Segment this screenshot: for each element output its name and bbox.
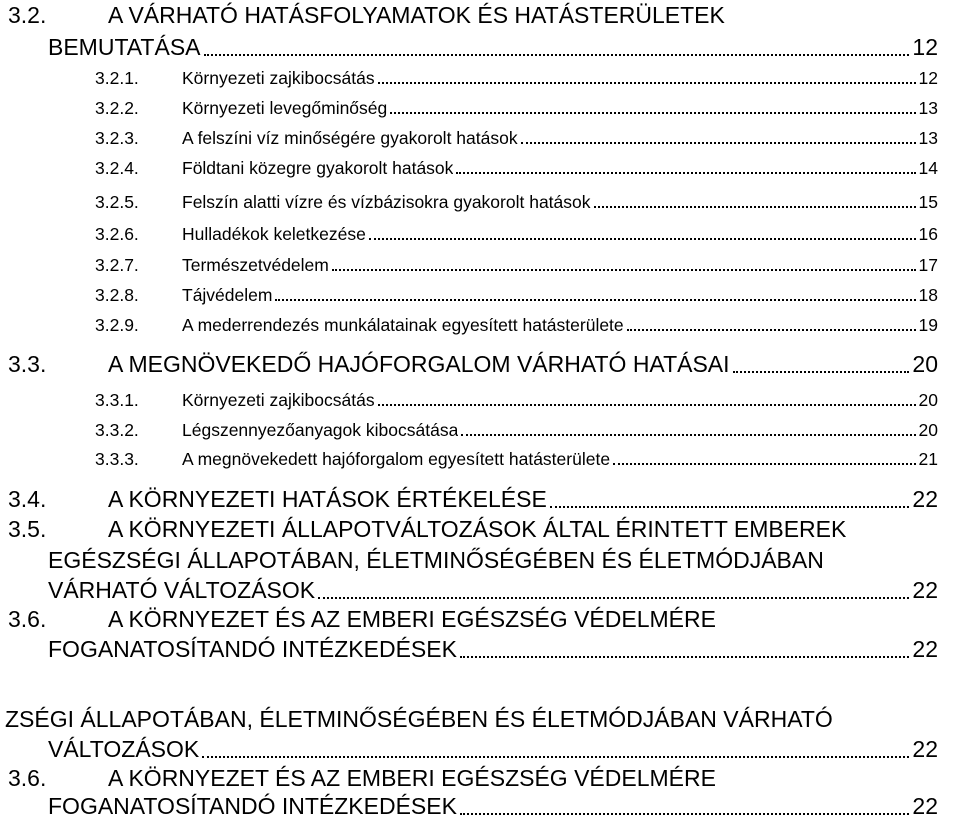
page-number: 21 <box>918 449 938 469</box>
section-title-cont: VÁLTOZÁSOK <box>48 736 200 762</box>
leader-dots <box>390 112 915 114</box>
section-title: Természetvédelem <box>182 255 329 275</box>
leader-dots <box>733 371 910 373</box>
section-number: 3.2.5. <box>95 192 139 212</box>
section-number: 3.2.1. <box>95 68 139 88</box>
leader-dots <box>627 329 916 331</box>
section-title: Környezeti zajkibocsátás <box>182 390 375 410</box>
repeat-entry-3-6-line2[interactable] <box>48 793 938 820</box>
page-number: 22 <box>912 577 938 603</box>
page-number: 12 <box>912 34 938 60</box>
page-number: 22 <box>912 486 938 512</box>
section-number: 3.6. <box>8 765 47 791</box>
page-number: 12 <box>918 68 938 88</box>
leader-dots <box>332 269 916 271</box>
section-number: 3.2.2. <box>95 98 139 118</box>
page-number: 20 <box>918 420 938 440</box>
leader-dots <box>456 172 915 174</box>
section-number: 3.2.9. <box>95 315 139 335</box>
page-number: 20 <box>912 351 938 377</box>
toc-entry-3-6-line1 <box>8 606 716 633</box>
toc-entry-3-2-3[interactable] <box>95 128 938 149</box>
section-number: 3.5. <box>8 516 47 542</box>
leader-dots <box>204 54 910 56</box>
toc-entry-3-2-8[interactable] <box>95 285 938 306</box>
page-number: 14 <box>918 158 938 178</box>
toc-entry-3-5-line1 <box>8 516 846 543</box>
page-number: 22 <box>912 793 938 819</box>
leader-dots <box>378 404 916 406</box>
section-title: Felszín alatti vízre és vízbázisokra gyakorolt hatások <box>182 192 591 212</box>
leader-dots <box>202 756 909 758</box>
section-title: A megnövekedett hajóforgalom egyesített hatásterülete <box>182 449 611 469</box>
toc-entry-3-6-line2[interactable] <box>48 636 938 663</box>
toc-entry-3-3[interactable] <box>8 351 938 378</box>
leader-dots <box>275 299 915 301</box>
section-number: 3.2.4. <box>95 158 139 178</box>
section-title: Légszennyezőanyagok kibocsátása <box>182 420 459 440</box>
section-number: 3.2.3. <box>95 128 139 148</box>
page-number: 20 <box>918 390 938 410</box>
toc-entry-3-5-line2 <box>48 547 824 574</box>
section-number: 3.3.3. <box>95 449 139 469</box>
section-title: Tájvédelem <box>182 285 273 305</box>
leader-dots <box>594 206 916 208</box>
page-number: 22 <box>912 636 938 662</box>
toc-entry-3-2-line1 <box>8 2 725 29</box>
section-number: 3.2. <box>8 2 47 28</box>
section-title: Földtani közegre gyakorolt hatások <box>182 158 454 178</box>
leader-dots <box>521 142 916 144</box>
section-title-cont: BEMUTATÁSA <box>48 34 201 60</box>
section-title-cont: EGÉSZSÉGI ÁLLAPOTÁBAN, ÉLETMINŐSÉGÉBEN ÉS ÉLETMÓDJÁBAN <box>48 547 824 573</box>
toc-entry-3-2-line2[interactable] <box>48 34 938 61</box>
page-number: 22 <box>912 736 938 762</box>
toc-entry-3-2-1[interactable] <box>95 68 938 89</box>
page-number: 13 <box>918 98 938 118</box>
page-number: 13 <box>918 128 938 148</box>
section-number: 3.2.6. <box>95 224 139 244</box>
section-number: 3.2.7. <box>95 255 139 275</box>
section-title-cont: VÁRHATÓ VÁLTOZÁSOK <box>48 577 316 603</box>
page-number: 16 <box>918 224 938 244</box>
toc-entry-3-2-7[interactable] <box>95 255 938 276</box>
leader-dots <box>378 82 916 84</box>
leader-dots <box>550 506 910 508</box>
section-title: Környezeti zajkibocsátás <box>182 68 375 88</box>
section-number: 3.2.8. <box>95 285 139 305</box>
leader-dots <box>460 813 909 815</box>
page-number: 15 <box>918 192 938 212</box>
leader-dots <box>461 434 915 436</box>
toc-entry-3-5-line3[interactable] <box>48 577 938 604</box>
section-title-cont: FOGANATOSÍTANDÓ INTÉZKEDÉSEK <box>48 636 457 662</box>
toc-entry-3-2-2[interactable] <box>95 98 938 119</box>
section-title: A KÖRNYEZET ÉS AZ EMBERI EGÉSZSÉG VÉDELMÉRE <box>108 765 716 791</box>
section-title: Hulladékok keletkezése <box>182 224 366 244</box>
repeat-fragment-line1 <box>5 706 833 733</box>
page-number: 18 <box>918 285 938 305</box>
toc-entry-3-3-2[interactable] <box>95 420 938 441</box>
section-title: A felszíni víz minőségére gyakorolt hatások <box>182 128 518 148</box>
section-number: 3.3.1. <box>95 390 139 410</box>
leader-dots <box>369 238 916 240</box>
section-number: 3.4. <box>8 486 47 512</box>
section-number: 3.6. <box>8 606 47 632</box>
repeat-entry-3-6-line1 <box>8 765 716 792</box>
section-title: A MEGNÖVEKEDŐ HAJÓFORGALOM VÁRHATÓ HATÁSAI <box>108 351 730 377</box>
toc-entry-3-2-6[interactable] <box>95 224 938 245</box>
section-title: A VÁRHATÓ HATÁSFOLYAMATOK ÉS HATÁSTERÜLETEK <box>108 2 725 28</box>
toc-entry-3-2-4[interactable] <box>95 158 938 179</box>
leader-dots <box>613 463 915 465</box>
section-title: A KÖRNYEZETI ÁLLAPOTVÁLTOZÁSOK ÁLTAL ÉRINTETT EMBEREK <box>108 516 847 542</box>
toc-entry-3-3-1[interactable] <box>95 390 938 411</box>
page-number: 19 <box>918 315 938 335</box>
section-title-cont: ZSÉGI ÁLLAPOTÁBAN, ÉLETMINŐSÉGÉBEN ÉS ÉLETMÓDJÁBAN VÁRHATÓ <box>5 706 833 732</box>
section-title-cont: FOGANATOSÍTANDÓ INTÉZKEDÉSEK <box>48 793 457 819</box>
section-title: A mederrendezés munkálatainak egyesített hatásterülete <box>182 315 624 335</box>
section-title: A KÖRNYEZETI HATÁSOK ÉRTÉKELÉSE <box>108 486 547 512</box>
repeat-fragment-line2[interactable] <box>48 736 938 763</box>
leader-dots <box>318 597 909 599</box>
section-number: 3.3.2. <box>95 420 139 440</box>
page-number: 17 <box>918 255 938 275</box>
leader-dots <box>460 656 909 658</box>
section-title: A KÖRNYEZET ÉS AZ EMBERI EGÉSZSÉG VÉDELMÉRE <box>108 606 716 632</box>
toc-entry-3-2-5[interactable] <box>95 192 938 213</box>
toc-entry-3-4[interactable] <box>8 486 938 513</box>
section-title: Környezeti levegőminőség <box>182 98 388 118</box>
toc-entry-3-3-3[interactable] <box>95 449 938 470</box>
section-number: 3.3. <box>8 351 47 377</box>
toc-entry-3-2-9[interactable] <box>95 315 938 336</box>
